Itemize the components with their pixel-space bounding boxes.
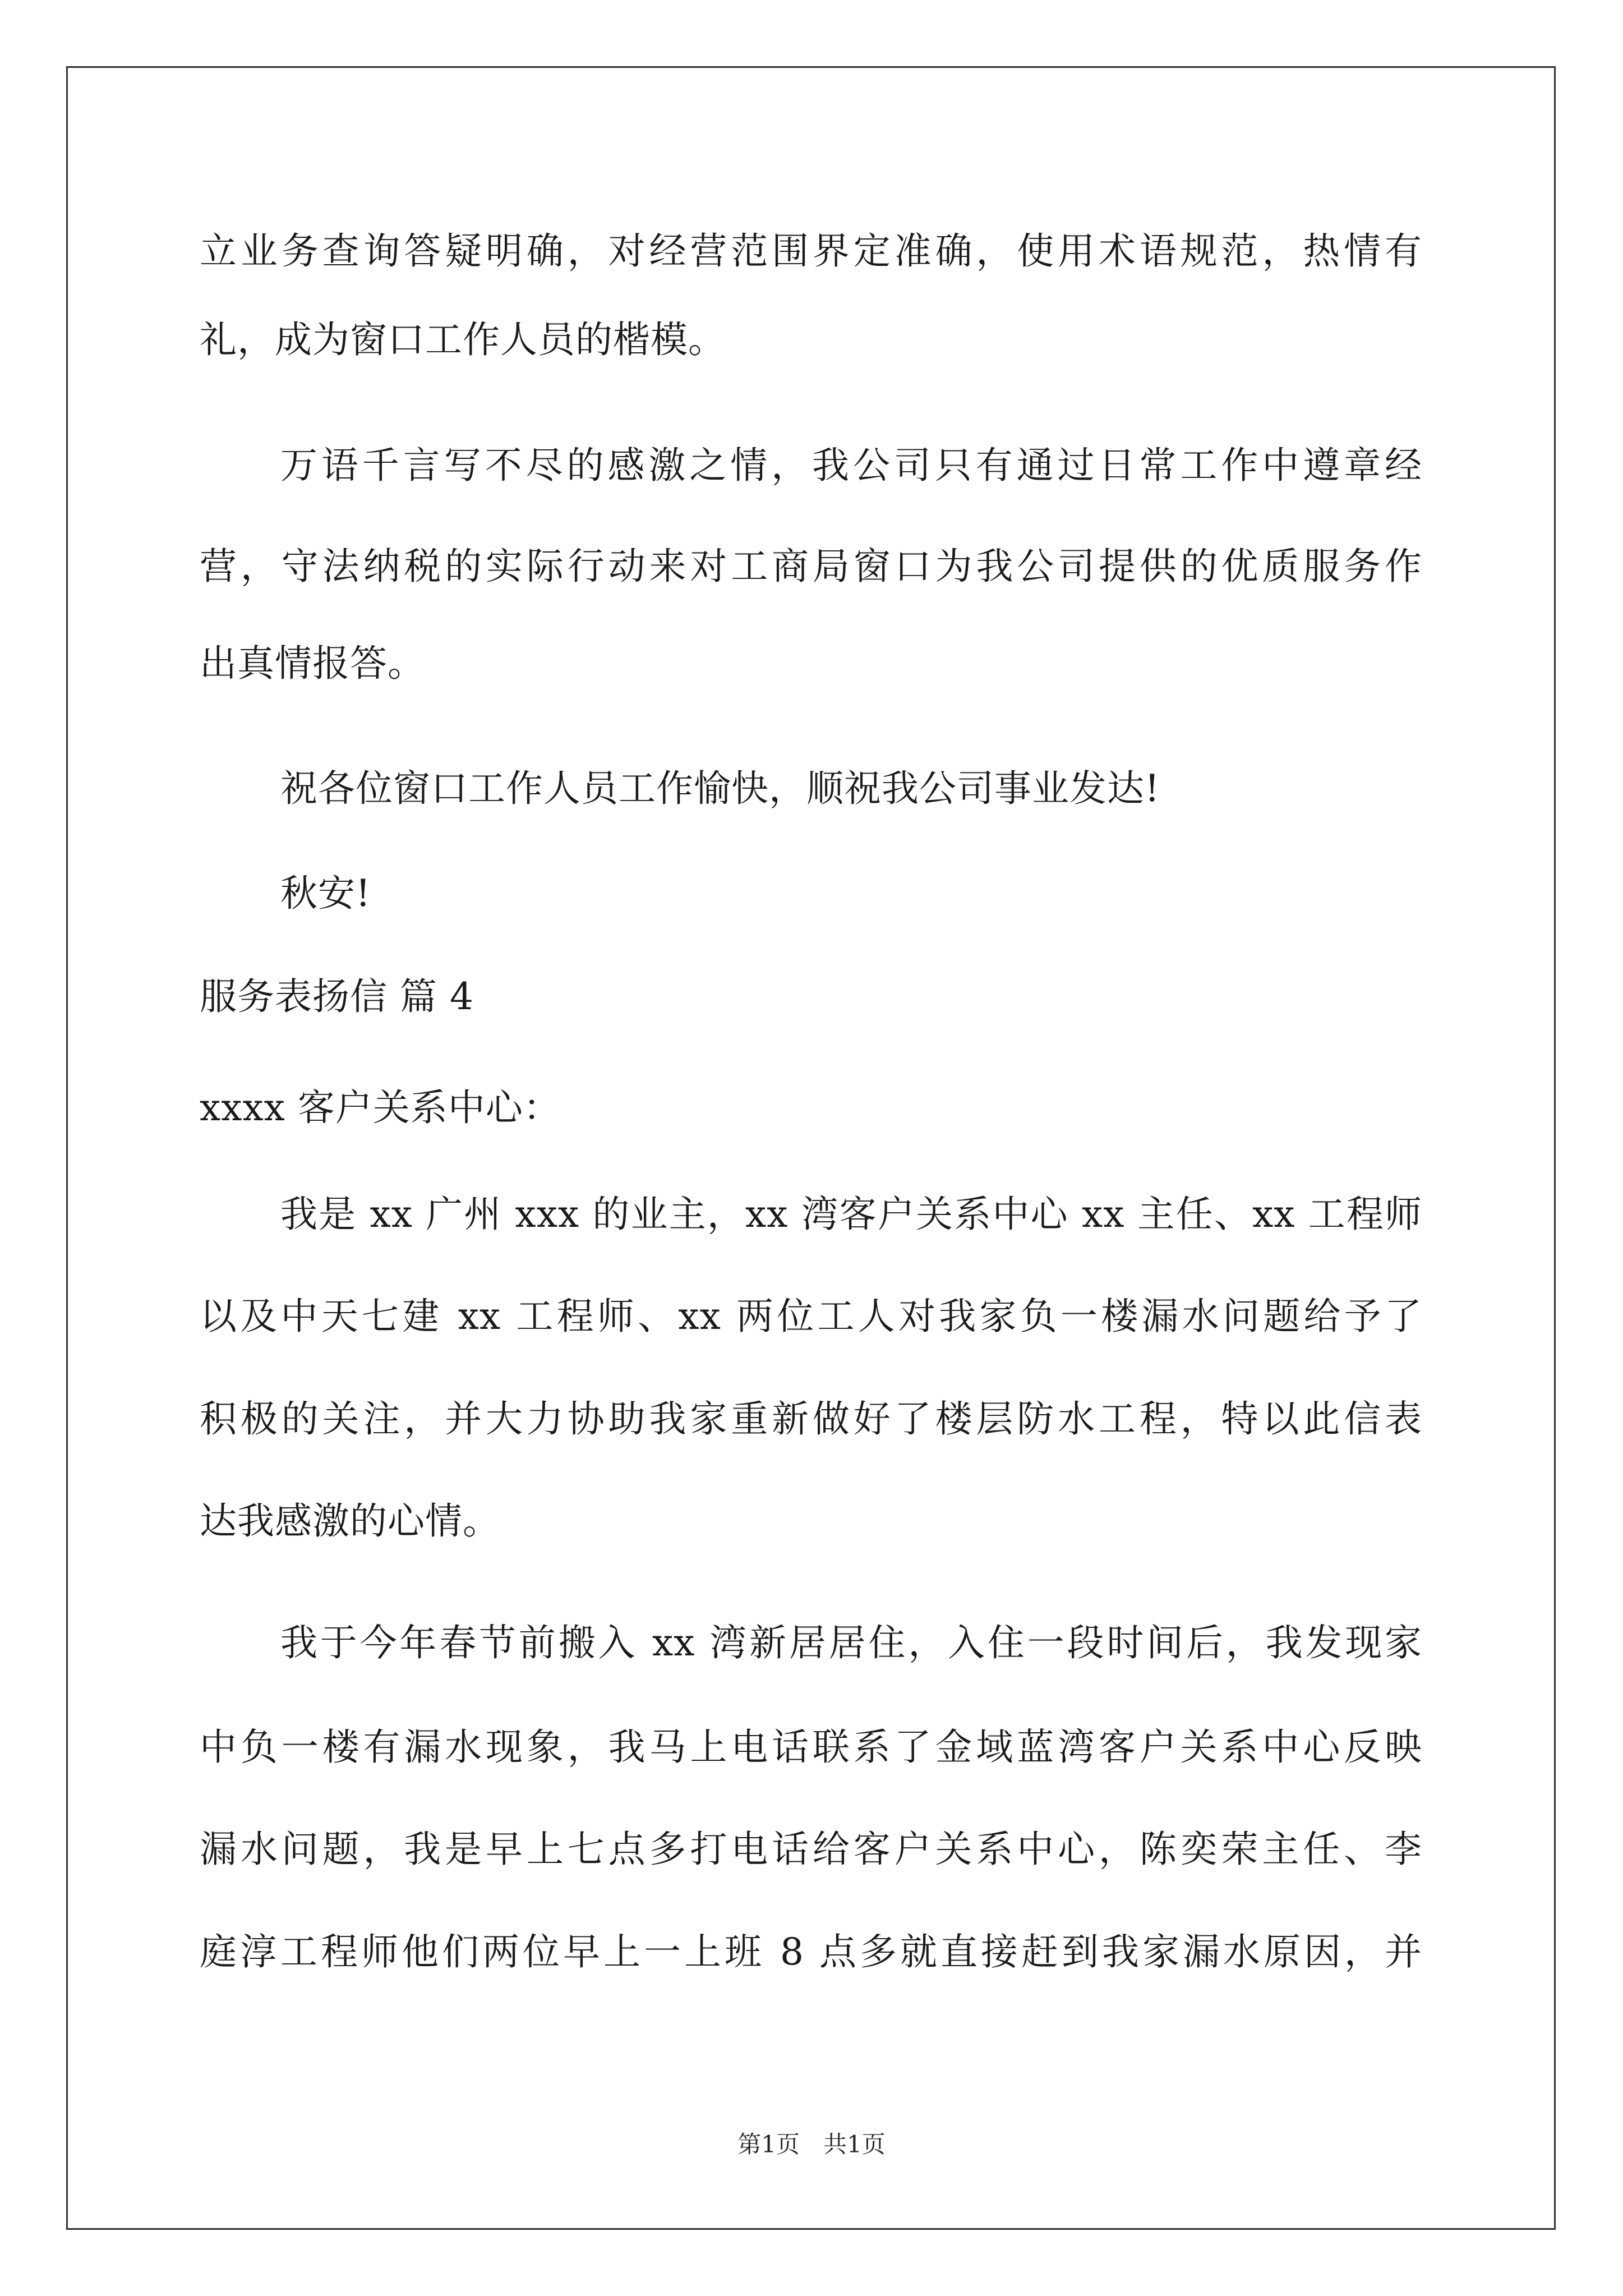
page-border — [66, 66, 1556, 2230]
page-number: 第1页 共1页 — [737, 2131, 886, 2158]
body-line-11: 以及中天七建 xx 工程师、xx 两位工人对我家负一楼漏水问题给予了 — [200, 1295, 1422, 1338]
body-line-3: 万语千言写不尽的感激之情，我公司只有通过日常工作中遵章经 — [280, 444, 1422, 487]
body-line-5: 出真情报答。 — [200, 642, 425, 685]
body-line-1: 立业务查询答疑明确，对经营范围界定准确，使用术语规范，热情有 — [200, 229, 1422, 273]
body-line-2: 礼，成为窗口工作人员的楷模。 — [200, 318, 726, 361]
body-line-7: 秋安! — [280, 872, 371, 915]
body-line-12: 积极的关注，并大力协助我家重新做好了楼层防水工程，特以此信表 — [200, 1397, 1422, 1441]
body-line-13: 达我感激的心情。 — [200, 1499, 500, 1543]
body-line-17: 庭淳工程师他们两位早上一上班 8 点多就直接赶到我家漏水原因，并 — [200, 1930, 1422, 1973]
body-line-14: 我于今年春节前搬入 xx 湾新居居住，入住一段时间后，我发现家 — [280, 1621, 1422, 1664]
body-line-6: 祝各位窗口工作人员工作愉快，顺祝我公司事业发达! — [280, 767, 1160, 810]
body-line-15: 中负一楼有漏水现象，我马上电话联系了金域蓝湾客户关系中心反映 — [200, 1726, 1422, 1769]
body-line-10: 我是 xx 广州 xxx 的业主，xx 湾客户关系中心 xx 主任、xx 工程师 — [280, 1193, 1422, 1236]
section-heading: 服务表扬信 篇 4 — [200, 975, 474, 1018]
body-line-4: 营，守法纳税的实际行动来对工商局窗口为我公司提供的优质服务作 — [200, 545, 1422, 588]
salutation: xxxx 客户关系中心： — [200, 1086, 561, 1129]
body-line-16: 漏水问题，我是早上七点多打电话给客户关系中心，陈奕荣主任、李 — [200, 1828, 1422, 1871]
